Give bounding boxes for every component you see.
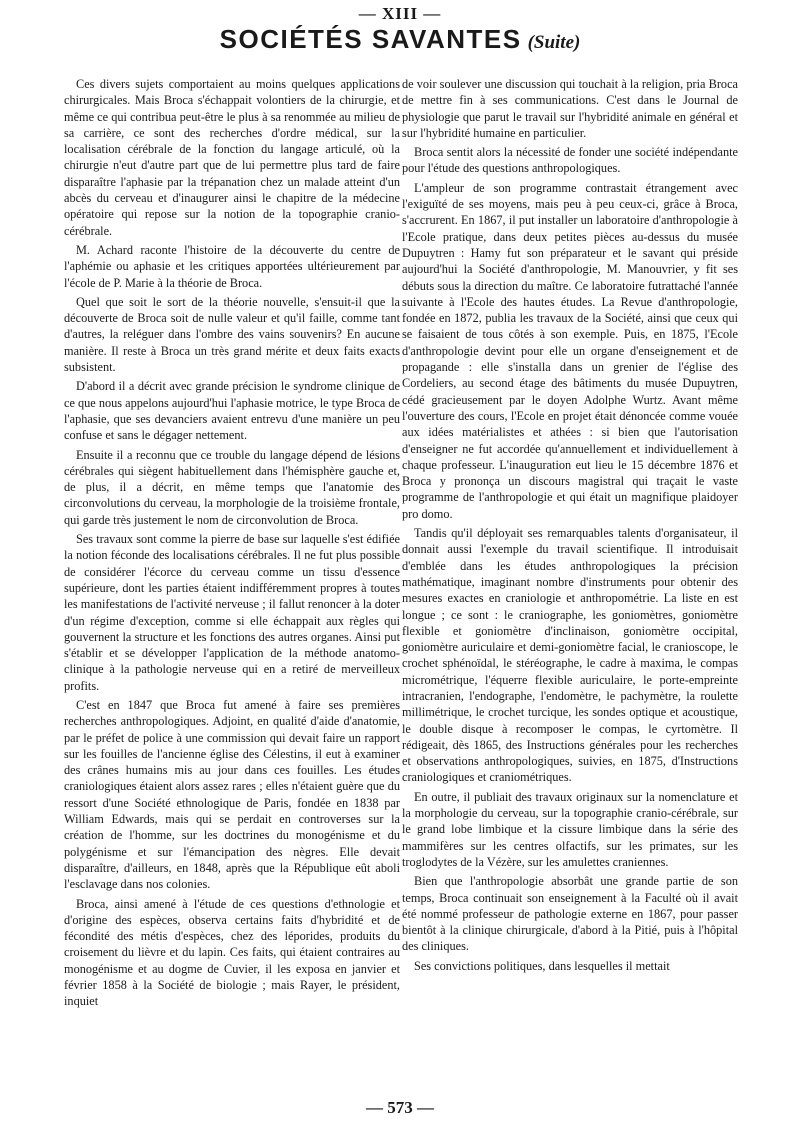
paragraph: Quel que soit le sort de la théorie nouvelle, s'ensuit-il que la découverte de Broca soit de nulle valeur et qu'il faille, comme tant d'autres, la reléguer dans l'ombre des vains souvenirs? En aucune manière. Il reste à Broca un très grand mérite et deux faits exacts subsistent. bbox=[64, 294, 400, 375]
right-column bbox=[402, 76, 738, 977]
paragraph: D'abord il a décrit avec grande précision le syndrome clinique de ce que nous appelons aujourd'hui l'aphasie motrice, le type Broca de l'aphasie, que ses devanciers avaient entrevu d'une manière un peu confuse et sans le dégager nettement. bbox=[64, 379, 400, 443]
page-number: — 573 — bbox=[366, 1098, 434, 1117]
section-title bbox=[0, 24, 800, 55]
paragraph: En outre, il publiait des travaux originaux sur la nomenclature et la morphologie du cerveau, sur la topographie cranio-cérébrale, sur le grand lobe limbique et la cissure limbique dans la série des mammifères sur les centres olfactifs, sur les primates, sur les troglodytes de la Vézère, sur les amulettes craniennes. bbox=[402, 789, 738, 869]
paragraph: Ses convictions politiques, dans lesquelles il mettait bbox=[414, 958, 670, 973]
paragraph: M. Achard raconte l'histoire de la découverte du centre de l'aphémie ou aphasie et les critiques apportées ultérieurement par l'école de P. Marie à la théorie de Broca. bbox=[64, 242, 400, 290]
left-column bbox=[64, 76, 400, 1013]
paragraph: Bien que l'anthropologie absorbât une grande partie de son temps, Broca continuait son enseignement à la Faculté où il avait été nommé professeur de pathologie externe en 1867, pour passer bientôt à la clinique chirurgicale, d'abord à la Pitié, puis à l'hôpital des cliniques. bbox=[402, 874, 738, 954]
title-suite: (Suite) bbox=[527, 32, 581, 53]
paragraph: C'est en 1847 que Broca fut amené à faire ses premières recherches anthropologiques. Adjoint, en qualité d'aide d'anatomie, par le préfet de police à une commission qui devait faire un rapport sur les fouilles de l'ancienne église des Célestins, il eut à examiner des crânes humains mis au jour dans ces fouilles. Les études craniologiques étaient alors assez rares ; elles n'étaient guère que du ressort d'une Société ethnologique de Paris, fondée en 1838 par William Edwards, mais qui se perdait en controverses sur la création de l'homme, sur les doctrines du monogénisme et du polygénisme et sur l'émancipation des nègres. Elle devait disparaître, d'ailleurs, en 1848, après que la République eût aboli l'esclavage dans nos colonies. bbox=[64, 697, 400, 892]
paragraph: Tandis qu'il déployait ses remarquables talents d'organisateur, il donnait aussi l'exemple du travail scientifique. Il introduisait d'emblée dans les études anthropologiques la précision mathématique, imaginant nombre d'instruments pour obtenir des mesures exactes en craniologie et anthropométrie. La liste en est longue ; ce sont : le craniographe, les goniomètres, goniomètre flexible et goniomètre d'inclinaison, goniomètre occipital, goniomètre auriculaire et demi-goniomètre facial, le cranioscope, le crochet sphénoïdal, le stéréographe, le cadre à maxima, le compas micrométrique, l'équerre flexible auriculaire, le porte-empreinte intracranien, l'endographe, l'endomètre, le pachymètre, la roulette millimétrique, le crochet turcique, les sondes optique et acoustique, le double disque à recomposer le compas, le cyrtomètre. Il rédigeait, dès 1865, des Instructions générales pour les recherches et observations anthropologiques, suivies, en 1875, d'Instructions craniologiques et craniométriques. bbox=[402, 526, 738, 785]
paragraph: Ensuite il a reconnu que ce trouble du langage dépend de lésions cérébrales qui siègent habituellement dans l'hémisphère gauche et, de plus, il a décrit, en même temps que l'anatomie des circonvolutions du cerveau, la morphologie de la troisième frontale, qui garde très justement le nom de circonvolution de Broca. bbox=[64, 447, 400, 527]
paragraph: de voir soulever une discussion qui touchait à la religion, pria Broca de mettre fin à ses communications. C'est dans le Journal de physiologie que parut le travail sur l'hybridité animale en général et sur l'hybridité humaine en particulier. bbox=[402, 77, 738, 140]
paragraph: Broca, ainsi amené à l'étude de ces questions d'ethnologie et d'origine des espèces, observa certains faits d'hybridité et de fécondité des métis d'espèces, chez des léporides, produits du croisement du lièvre et du lapin. Ces faits, qui étaient contraires au monogénisme et au dogme de Cuvier, il les exposa en janvier et février 1858 à la Société de biologie ; mais Rayer, le président, inquiet bbox=[64, 896, 400, 1009]
paragraph: Broca sentit alors la nécessité de fonder une société indépendante pour l'étude des questions anthropologiques. bbox=[402, 145, 738, 176]
paragraph: Ses travaux sont comme la pierre de base sur laquelle s'est édifiée la notion féconde des localisations cérébrales. Il ne fut plus possible de considérer l'écorce du cerveau comme un tissu d'essence supérieure, dont les parties étaient indifféremment propres à toutes les manifestations de l'activité nerveuse ; il fallut renoncer à la doter d'un régime d'exception, comme si elle échappait aux règles qui gouvernent la structure et les fonctions des autres organes. Ainsi put s'établir et se développer l'application de la méthode anatomo-clinique à la pathologie nerveuse qui en a retiré de merveilleux profits. bbox=[64, 532, 400, 693]
paragraph: L'ampleur de son programme contrastait étrangement avec l'exiguïté de ses moyens, mais peu à peu ceux-ci, grâce à Broca, s'accrurent. En 1867, il put installer un laboratoire d'anthropologie à l'Ecole pratique, dans deux petites pièces au-dessus du musée Dupuytren : Hamy fut son préparateur et le savant qui préside aujourd'hui la Société d'anthropologie, M. Manouvrier, y fit ses débuts sous la direction du maître. Ce laboratoire futrattaché l'année suivante à l'Ecole des hautes études. La Revue d'anthropologie, fondée en 1872, publia les travaux de la Société, ainsi que ceux qui se faisaient de tous côtés à son exemple. Puis, en 1875, l'Ecole d'anthropologie devint pour elle un organe d'enseignement et de propagande : elle s'installa dans un grenier de l'église des Cordeliers, au second étage des bâtiments du musée Dupuytren, cédé gracieusement par le doyen Adolphe Wurtz. Avant même l'ouverture des cours, l'Ecole en projet était dénoncée comme vouée aux idées matérialistes et athées : si bien que l'autorisation d'enseigner ne fut accordée qu'annuellement et individuellement à chaque professeur. L'inauguration eut lieu le 15 décembre 1876 et Broca y prononça un discours magistral qui traçait le vaste programme de l'anthropologie et qui était un magnifique plaidoyer pro domo. bbox=[402, 180, 738, 521]
page-number-roman: — XIII — bbox=[358, 4, 442, 23]
title-text: SOCIÉTÉS SAVANTES bbox=[219, 24, 522, 54]
paragraph: Ces divers sujets comportaient au moins quelques applications chirurgicales. Mais Broca s'échappait volontiers de la chirurgie, et même ce qui contribua peut-être le plus à sa renommée au milieu de sa carrière, ce sont des recherches d'ordre médical, sur la localisation cérébrale de la fonction du langage articulé, où la chirurgie n'eut d'autre part que de lui permettre plus tard de faire disparaître l'aphasie par la trépanation chez un malade atteint d'un abcès du cerveau et d'inaugurer ainsi le chapitre de la médecine opératoire qui repose sur la notion de la topographie cranio-cérébrale. bbox=[64, 77, 400, 238]
